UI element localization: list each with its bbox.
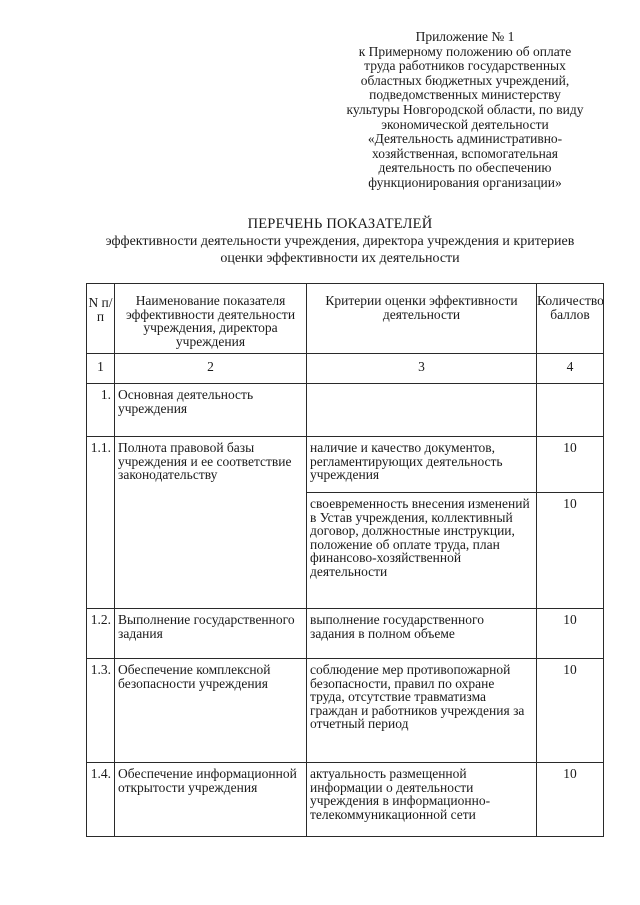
row-num: 1.4. bbox=[87, 763, 115, 837]
appendix-line: труда работников государственных bbox=[364, 58, 566, 74]
section-num: 1. bbox=[87, 384, 115, 437]
section-criteria-empty bbox=[307, 384, 537, 437]
column-number: 2 bbox=[115, 354, 307, 384]
table-header-row bbox=[87, 284, 604, 354]
appendix-line: культуры Новгородской области, по виду bbox=[346, 101, 584, 117]
title-subtitle-line: оценки эффективности их деятельности bbox=[220, 251, 460, 266]
row-name: Выполнение государственного задания bbox=[115, 609, 307, 659]
appendix-block bbox=[300, 30, 630, 191]
header-name: Наименование показателя эффективности деятельности учреждения, директора учреждения bbox=[115, 284, 307, 354]
title-subtitle-line: эффективности деятельности учреждения, директора учреждения и критериев bbox=[105, 234, 575, 249]
row-criteria: выполнение государственного задания в полном объеме bbox=[307, 609, 537, 659]
section-name: Основная деятельность учреждения bbox=[115, 384, 307, 437]
row-name: Полнота правовой базы учреждения и ее соответствие законодательству bbox=[115, 437, 307, 609]
table-row bbox=[87, 437, 604, 493]
header-criteria: Критерии оценки эффективности деятельности bbox=[307, 284, 537, 354]
row-score: 10 bbox=[537, 493, 604, 609]
row-criteria: соблюдение мер противопожарной безопасности, правил по охране труда, отсутствие травматизма граждан и работников учреждения за отчетный период bbox=[307, 659, 537, 763]
appendix-line: функционирования организации» bbox=[368, 174, 562, 190]
row-name: Обеспечение комплексной безопасности учреждения bbox=[115, 659, 307, 763]
appendix-line: деятельность по обеспечению bbox=[378, 160, 552, 176]
appendix-line: экономической деятельности bbox=[381, 116, 549, 132]
row-criteria: своевременность внесения изменений в Устав учреждения, коллективный договор, должностные инструкции, положение об оплате труда, план финансово-хозяйственной деятельности bbox=[307, 493, 537, 609]
appendix-line: Приложение № 1 bbox=[415, 29, 515, 44]
row-criteria: наличие и качество документов, регламентирующих деятельность учреждения bbox=[307, 437, 537, 493]
indicators-table bbox=[86, 283, 604, 837]
column-number-row bbox=[87, 354, 604, 384]
column-number: 4 bbox=[537, 354, 604, 384]
appendix-line: подведомственных министерству bbox=[369, 87, 561, 103]
header-num: N п/п bbox=[87, 284, 115, 354]
appendix-line: областных бюджетных учреждений, bbox=[360, 72, 570, 88]
title-heading: ПЕРЕЧЕНЬ ПОКАЗАТЕЛЕЙ bbox=[247, 216, 433, 232]
document-title bbox=[40, 216, 640, 267]
column-number: 3 bbox=[307, 354, 537, 384]
row-name: Обеспечение информационной открытости учреждения bbox=[115, 763, 307, 837]
appendix-line: к Примерному положению об оплате bbox=[358, 43, 572, 59]
row-criteria: актуальность размещенной информации о деятельности учреждения в информационно-телекоммуникационной сети bbox=[307, 763, 537, 837]
header-score: Количество баллов bbox=[537, 284, 604, 354]
section-row bbox=[87, 384, 604, 437]
row-score: 10 bbox=[537, 609, 604, 659]
appendix-line: хозяйственная, вспомогательная bbox=[371, 145, 559, 161]
column-number: 1 bbox=[87, 354, 115, 384]
row-num: 1.3. bbox=[87, 659, 115, 763]
table-row bbox=[87, 609, 604, 659]
row-score: 10 bbox=[537, 659, 604, 763]
table-row bbox=[87, 763, 604, 837]
appendix-line: «Деятельность административно- bbox=[367, 131, 563, 147]
table-row bbox=[87, 659, 604, 763]
row-num: 1.1. bbox=[87, 437, 115, 609]
row-score: 10 bbox=[537, 437, 604, 493]
section-score-empty bbox=[537, 384, 604, 437]
row-num: 1.2. bbox=[87, 609, 115, 659]
row-score: 10 bbox=[537, 763, 604, 837]
